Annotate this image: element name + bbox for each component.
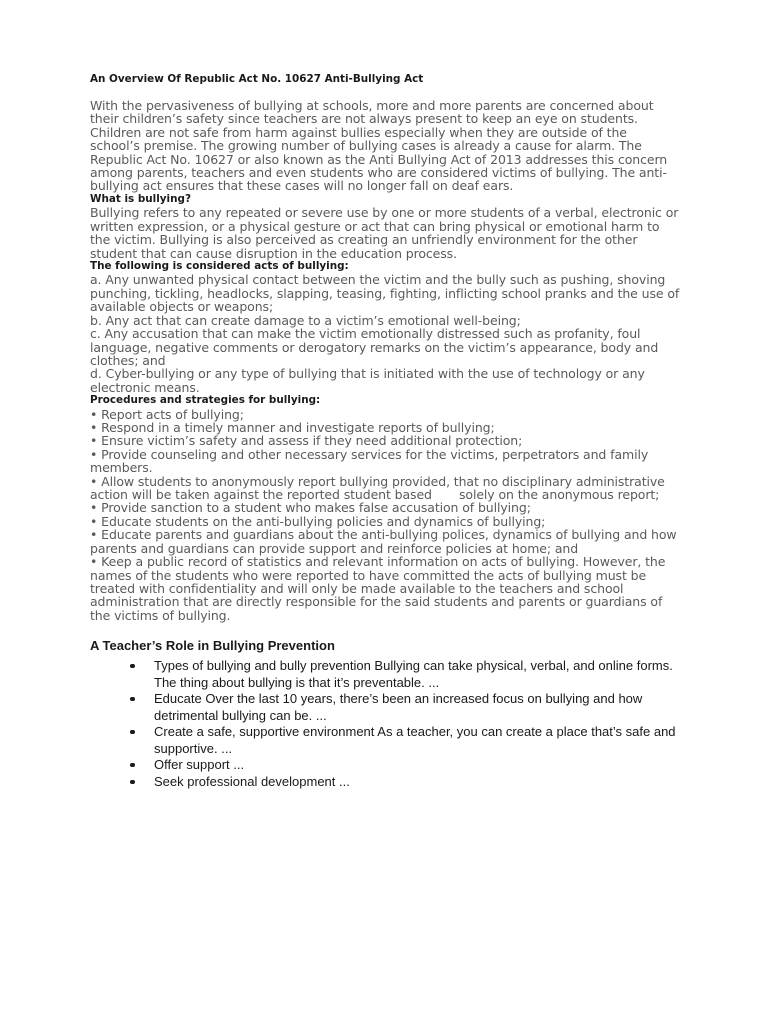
teacher-role-list — [90, 657, 680, 790]
teacher-role-item-text: Seek professional development ... — [154, 774, 350, 790]
bullet-icon — [130, 763, 135, 768]
document-title: An Overview Of Republic Act No. 10627 Anti-Bullying Act — [90, 73, 424, 85]
procedure-item: • Keep a public record of statistics and relevant information on acts of bullying. However, the names of the students who were reported to have committed the acts of bullying must be treated with confidentiality and will only be made available to the teachers and school administration that are directly responsible for the said students and parents or guardians of the victims of bullying. — [90, 554, 666, 623]
procedure-item: • Educate students on the anti-bullying policies and dynamics of bullying; — [90, 513, 546, 529]
act-item: b. Any act that can create damage to a victim’s emotional well-being; — [90, 312, 521, 328]
intro-paragraph: With the pervasiveness of bullying at schools, more and more parents are concerned about their children’s safety since teachers are not always present to keep an eye on students. Children are not safe from harm against bullies especially when they are outside of the school’s premise. The growing number of bullying cases is already a cause for alarm. The Republic Act No. 10627 or also known as the Anti Bullying Act of 2013 addresses this concern among parents, teachers and even students who are considered victims of bullying. The anti-bullying act ensures that these cases will no longer fall on deaf ears. — [90, 98, 668, 194]
teacher-role-item — [90, 657, 680, 691]
procedure-item: • Respond in a timely manner and investigate reports of bullying; — [90, 420, 495, 436]
what-is-bullying-heading: What is bullying? — [90, 192, 191, 205]
procedure-item: • Provide sanction to a student who makes false accusation of bullying; — [90, 500, 531, 516]
procedure-item: • Provide counseling and other necessary services for the victims, perpetrators and family members. — [90, 446, 649, 476]
procedure-item: • Educate parents and guardians about the anti-bullying polices, dynamics of bullying and how parents and guardians can provide support and reinforce policies at home; and — [90, 527, 677, 556]
teacher-role-item — [90, 756, 680, 773]
bullet-icon — [130, 780, 135, 785]
what-is-bullying-paragraph: Bullying refers to any repeated or severe use by one or more students of a verbal, electronic or written expression, or a physical gesture or act that can bring physical or emotional harm to the victim. Bullying is also perceived as creating an unfriendly environment for the other student that can cause disruption in the education process. — [90, 205, 679, 261]
act-item: a. Any unwanted physical contact between the victim and the bully such as pushing, shoving punching, tickling, headlocks, slapping, teasing, fighting, inflicting school pranks and the use of available objects or weapons; — [90, 272, 680, 315]
teacher-role-item-text: Create a safe, supportive environment As a teacher, you can create a place that’s safe and supportive. ... — [154, 724, 676, 757]
teacher-role-item-text: Types of bullying and bully prevention Bullying can take physical, verbal, and online forms. The thing about bullying is that it’s preventable. ... — [154, 658, 673, 691]
teacher-role-item-text: Educate Over the last 10 years, there’s been an increased focus on bullying and how detrimental bullying can be. ... — [154, 691, 643, 724]
teacher-role-item — [90, 690, 680, 724]
procedure-item: • Ensure victim’s safety and assess if they need additional protection; — [90, 433, 523, 449]
teacher-role-heading: A Teacher’s Role in Bullying Prevention — [90, 638, 335, 654]
procedure-item: • Report acts of bullying; — [90, 406, 244, 422]
acts-of-bullying-heading: The following is considered acts of bullying: — [90, 259, 349, 272]
teacher-role-item-text: Offer support ... — [154, 757, 245, 773]
bullet-icon — [130, 664, 135, 669]
procedures-heading: Procedures and strategies for bullying: — [90, 394, 321, 407]
act-item: d. Cyber-bullying or any type of bullying that is initiated with the use of technology or any electronic means. — [90, 366, 645, 395]
teacher-role-item — [90, 723, 680, 757]
procedure-item: • Allow students to anonymously report bullying provided, that no disciplinary administrative action will be taken against the reported student based solely on the anonymous report; — [90, 473, 669, 503]
bullet-icon — [130, 730, 135, 735]
bullet-icon — [130, 697, 135, 702]
document-content — [90, 72, 680, 790]
act-item: c. Any accusation that can make the victim emotionally distressed such as profanity, foul language, negative comments or derogatory remarks on the victim’s appearance, body and clothes; and — [90, 326, 659, 368]
teacher-role-item — [90, 773, 680, 790]
